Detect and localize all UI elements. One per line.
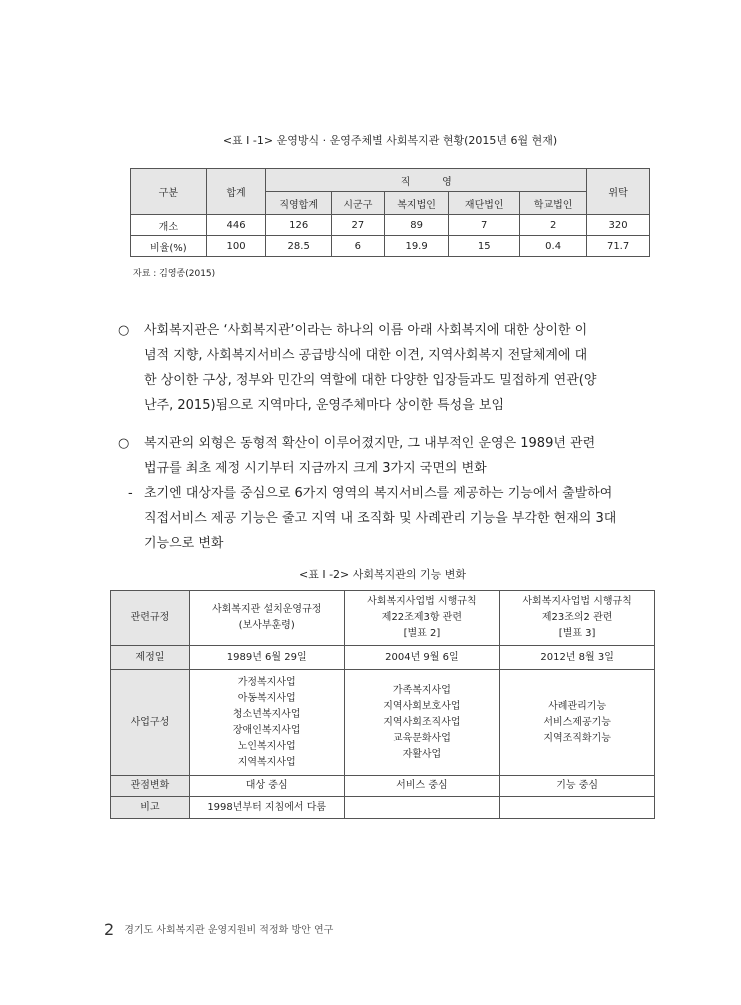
- paragraph-3: [128, 481, 616, 556]
- cell: 서비스 중심: [344, 776, 500, 797]
- text-line: 기능으로 변화: [144, 536, 224, 551]
- cell-line: 사회복지관 설치운영규정: [211, 604, 322, 615]
- paragraph-1: [118, 318, 596, 418]
- table-row: [111, 797, 655, 819]
- cell: 0.4: [520, 236, 587, 257]
- row-label: 사업구성: [111, 670, 190, 776]
- row-label: 비고: [111, 797, 190, 819]
- cell: 19.9: [384, 236, 449, 257]
- header-sub: 복지법인: [384, 192, 449, 215]
- function-change-table: [110, 590, 655, 819]
- row-label: 제정일: [111, 646, 190, 670]
- header-total: 합계: [206, 169, 266, 215]
- header-sub: 직영합계: [266, 192, 332, 215]
- cell: 7: [449, 215, 520, 236]
- cell-line: 제23조의2 관련: [541, 612, 613, 623]
- cell: 15: [449, 236, 520, 257]
- text-line: 난주, 2015)됨으로 지역마다, 운영주체마다 상이한 특성을 보임: [144, 398, 505, 413]
- cell: 기능 중심: [500, 776, 655, 797]
- header-consign: 위탁: [587, 169, 650, 215]
- text-line: 복지관의 외형은 동형적 확산이 이루어졌지만, 그 내부적인 운영은 1989년 관련: [144, 436, 596, 451]
- cell: 1989년 6월 29일: [189, 646, 344, 670]
- table2-caption: <표 Ⅰ -2> 사회복지관의 기능 변화: [298, 568, 466, 581]
- cell-line: 지역조직화기능: [543, 732, 611, 744]
- text-line: 법규를 최초 제정 시기부터 지금까지 크게 3가지 국면의 변화: [144, 461, 487, 476]
- cell-line: 제22조제3항 관련: [381, 612, 463, 623]
- cell-line: 자활사업: [402, 748, 442, 760]
- table-row: [131, 215, 650, 236]
- cell-line: 장애인복지사업: [232, 724, 301, 736]
- table-row: [131, 236, 650, 257]
- cell: [344, 670, 500, 776]
- table-row: [111, 670, 655, 776]
- bullet-circle: ○: [118, 436, 130, 451]
- header-sub: 재단법인: [449, 192, 520, 215]
- operation-status-table: [130, 168, 650, 257]
- cell-line: [별표 2]: [403, 628, 441, 639]
- page-number: 2: [104, 920, 115, 939]
- cell: [189, 670, 344, 776]
- table-row: [111, 591, 655, 646]
- cell-line: 사례관리기능: [548, 700, 607, 712]
- cell: 100: [206, 236, 266, 257]
- cell-line: 가정복지사업: [237, 676, 296, 688]
- cell: 2: [520, 215, 587, 236]
- cell-line: 아동복지사업: [237, 692, 296, 704]
- text-line: 념적 지향, 사회복지서비스 공급방식에 대한 이견, 지역사회복지 전달체계에 대: [144, 348, 588, 363]
- cell-line: 사회복지사업법 시행규칙: [367, 596, 477, 607]
- row-label: 비율(%): [131, 236, 207, 257]
- cell-line: 지역사회보호사업: [383, 700, 461, 712]
- table1-source: 자료 : 김영종(2015): [133, 269, 216, 279]
- row-label: 개소: [131, 215, 207, 236]
- cell: [500, 591, 655, 646]
- cell-line: [별표 3]: [558, 628, 596, 639]
- cell: 126: [266, 215, 332, 236]
- paragraph-2: [118, 431, 595, 481]
- cell: 28.5: [266, 236, 332, 257]
- cell-line: 청소년복지사업: [232, 708, 301, 720]
- text-line: 직접서비스 제공 기능은 줄고 지역 내 조직화 및 사례관리 기능을 부각한 현재의 3대: [144, 511, 617, 526]
- footer-title: 경기도 사회복지관 운영지원비 적정화 방안 연구: [124, 925, 334, 936]
- cell: 89: [384, 215, 449, 236]
- cell: 대상 중심: [189, 776, 344, 797]
- text-line: 사회복지관은 ‘사회복지관’이라는 하나의 이름 아래 사회복지에 대한 상이한 이: [144, 323, 588, 338]
- header-sub: 시군구: [331, 192, 384, 215]
- row-label: 관점변화: [111, 776, 190, 797]
- cell: 27: [331, 215, 384, 236]
- cell: [500, 797, 655, 819]
- cell: 71.7: [587, 236, 650, 257]
- table-row: [111, 776, 655, 797]
- cell: [344, 591, 500, 646]
- header-category: 구분: [131, 169, 207, 215]
- cell-line: 서비스제공기능: [543, 716, 611, 728]
- cell-line: 지역사회조직사업: [383, 716, 461, 728]
- cell: [500, 670, 655, 776]
- cell: 2012년 8월 3일: [500, 646, 655, 670]
- cell-line: 교육문화사업: [392, 732, 451, 744]
- bullet-circle: ○: [118, 323, 130, 338]
- cell-line: 사회복지사업법 시행규칙: [522, 596, 632, 607]
- page-footer: [104, 920, 333, 939]
- cell: [189, 591, 344, 646]
- header-direct: 직 영: [266, 169, 587, 192]
- cell: 2004년 9월 6일: [344, 646, 500, 670]
- cell: 320: [587, 215, 650, 236]
- row-label: 관련규정: [111, 591, 190, 646]
- cell: [344, 797, 500, 819]
- cell-line: 가족복지사업: [392, 684, 451, 696]
- text-line: 초기엔 대상자를 중심으로 6가지 영역의 복지서비스를 제공하는 기능에서 출발하여: [144, 486, 613, 501]
- cell-line: (보사부훈령): [238, 620, 295, 631]
- cell: 1998년부터 지침에서 다룸: [189, 797, 344, 819]
- cell-line: 지역복지사업: [237, 756, 296, 768]
- header-sub: 학교법인: [520, 192, 587, 215]
- table1-caption: <표 Ⅰ -1> 운영방식 · 운영주체별 사회복지관 현황(2015년 6월 현재): [222, 134, 558, 147]
- cell-line: 노인복지사업: [237, 740, 296, 752]
- text-line: 한 상이한 구상, 정부와 민간의 역할에 대한 다양한 입장들과도 밀접하게 연관(양: [144, 373, 597, 388]
- table-row: [111, 646, 655, 670]
- cell: 446: [206, 215, 266, 236]
- cell: 6: [331, 236, 384, 257]
- bullet-dash: -: [128, 486, 133, 501]
